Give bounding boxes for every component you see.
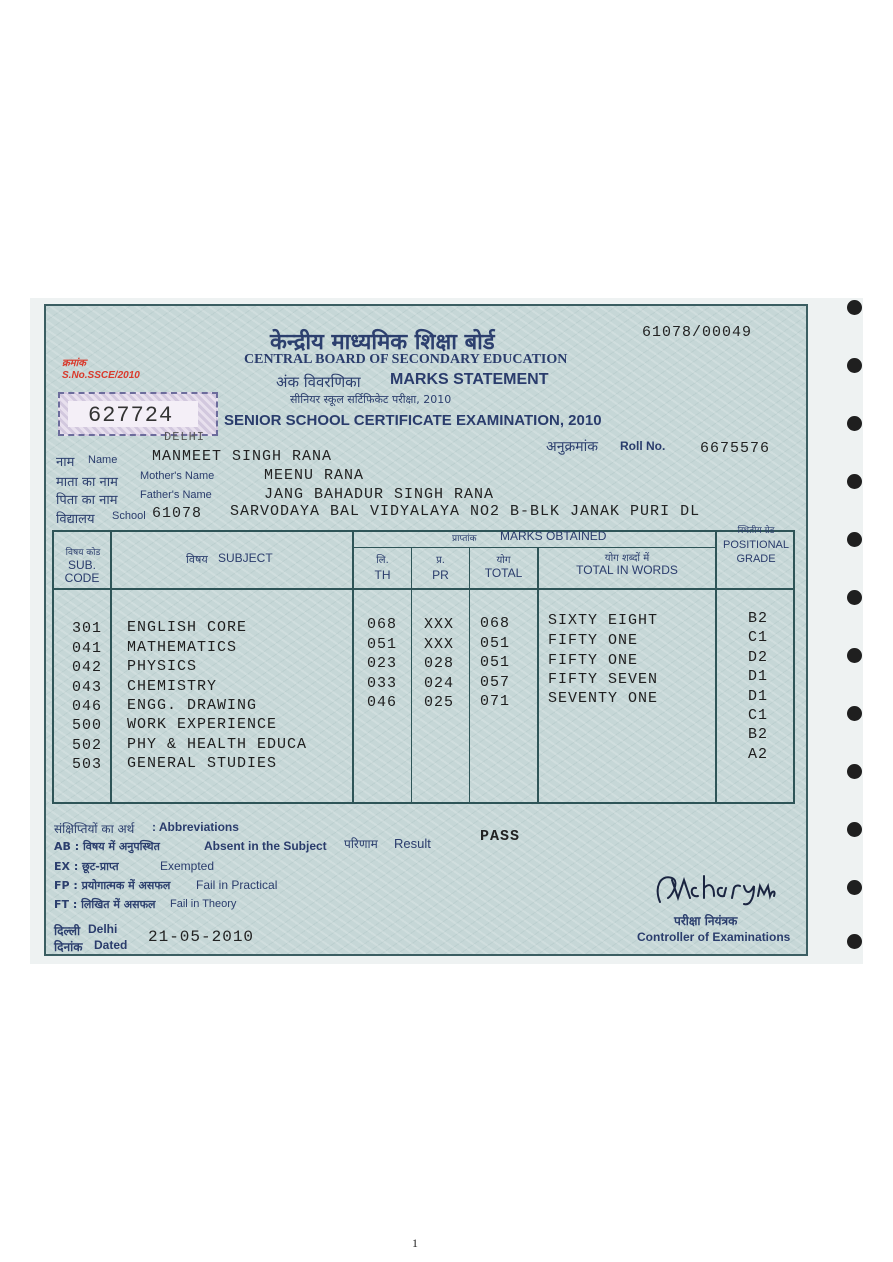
pr-header-hindi: प्र. xyxy=(436,555,445,566)
total-header: TOTAL xyxy=(484,566,523,580)
school-label-hindi: विद्यालय xyxy=(56,512,95,527)
mother-name: MEENU RANA xyxy=(264,467,365,484)
pr-header: PR xyxy=(432,568,449,582)
school-code: 61078 xyxy=(152,505,203,522)
abbr-ex: Exempted xyxy=(160,859,215,873)
code-header-2: CODE xyxy=(64,571,100,585)
words-header-hindi: योग शब्दों में xyxy=(604,553,650,564)
school-label: School xyxy=(112,510,146,522)
subject-header: SUBJECT xyxy=(218,551,273,565)
table-row xyxy=(52,688,795,715)
theory-marks: 023 xyxy=(367,655,398,672)
father-label-hindi: पिता का नाम xyxy=(56,493,118,508)
abbr-ex-hindi: EX : छूट-प्राप्त xyxy=(54,860,119,873)
positional-grade: D1 xyxy=(748,688,769,705)
subject-name: PHYSICS xyxy=(127,658,198,675)
name-label: Name xyxy=(88,454,118,466)
abbr-ft-hindi: FT : लिखित में असफल xyxy=(54,898,156,911)
table-row xyxy=(52,707,795,734)
statement-title: MARKS STATEMENT xyxy=(390,371,549,388)
exam-name-hindi: सीनियर स्कूल सर्टिफिकेट परीक्षा, 2010 xyxy=(290,393,452,406)
abbr-fp-hindi: FP : प्रयोगात्मक में असफल xyxy=(54,879,171,892)
table-row xyxy=(52,649,795,676)
total-header-hindi: योग xyxy=(496,555,511,566)
subject-code: 503 xyxy=(72,756,103,773)
grade-header-2: GRADE xyxy=(736,553,776,565)
place: Delhi xyxy=(88,922,118,936)
dated-label: Dated xyxy=(94,938,128,952)
subject-code: 041 xyxy=(72,640,103,657)
practical-marks: 025 xyxy=(424,694,455,711)
abbr-fp: Fail in Practical xyxy=(196,878,278,892)
total-in-words: FIFTY SEVEN xyxy=(548,671,659,688)
grade-header-1: POSITIONAL xyxy=(722,539,790,551)
subject-name: MATHEMATICS xyxy=(127,639,238,656)
total-marks: 068 xyxy=(480,615,511,632)
date-value: 21-05-2010 xyxy=(148,928,255,946)
positional-grade: D2 xyxy=(748,649,769,666)
school-name: SARVODAYA BAL VIDYALAYA NO2 B-BLK JANAK PURI DL xyxy=(230,503,701,520)
roll-label-hindi: अनुक्रमांक xyxy=(546,439,598,455)
total-marks: 071 xyxy=(480,693,511,710)
total-in-words: FIFTY ONE xyxy=(548,652,639,669)
stamp-number: 627724 xyxy=(88,403,174,428)
subject-name: PHY & HEALTH EDUCA xyxy=(127,736,308,753)
hole-icon xyxy=(847,532,862,547)
mother-label-hindi: माता का नाम xyxy=(56,475,118,490)
marks-divider xyxy=(354,547,716,548)
positional-grade: D1 xyxy=(748,668,769,685)
subject-code: 042 xyxy=(72,659,103,676)
page-number: 1 xyxy=(412,1236,418,1250)
subject-code: 046 xyxy=(72,698,103,715)
perforation-holes xyxy=(845,300,865,960)
subject-code: 301 xyxy=(72,620,103,637)
header-divider xyxy=(52,588,795,590)
mother-label: Mother's Name xyxy=(140,470,215,482)
hole-icon xyxy=(847,764,862,779)
abbr-title-hindi: संक्षिप्तियों का अर्थ xyxy=(54,822,135,836)
abbr-ab-hindi: AB : विषय में अनुपस्थित xyxy=(54,840,160,853)
hole-icon xyxy=(847,706,862,721)
roll-number: 6675576 xyxy=(700,440,771,457)
hole-icon xyxy=(847,934,862,949)
positional-grade: B2 xyxy=(748,726,769,743)
table-row xyxy=(52,629,795,657)
marks-header: MARKS OBTAINED xyxy=(500,529,607,543)
table-row xyxy=(52,610,795,637)
subject-name: CHEMISTRY xyxy=(127,678,218,695)
hole-icon xyxy=(847,648,862,663)
theory-marks: 033 xyxy=(367,675,398,692)
controller-signature xyxy=(650,868,780,908)
subject-name: GENERAL STUDIES xyxy=(127,755,278,772)
total-marks: 051 xyxy=(480,654,511,671)
result-value: PASS xyxy=(480,828,521,845)
subject-name: ENGG. DRAWING xyxy=(127,697,258,714)
total-in-words: FIFTY ONE xyxy=(548,632,639,649)
total-marks: 051 xyxy=(480,635,511,652)
board-name: CENTRAL BOARD OF SECONDARY EDUCATION xyxy=(244,352,568,367)
subject-name: WORK EXPERIENCE xyxy=(127,716,278,733)
abbr-ab: Absent in the Subject xyxy=(204,839,327,853)
hole-icon xyxy=(847,300,862,315)
theory-marks: 051 xyxy=(367,636,398,653)
subject-code: 043 xyxy=(72,679,103,696)
dated-label-hindi: दिनांक xyxy=(54,940,83,954)
name-label-hindi: नाम xyxy=(56,455,75,470)
roll-label: Roll No. xyxy=(620,439,666,453)
subject-code: 502 xyxy=(72,737,103,754)
stamp-serial-label: S.No.SSCE/2010 xyxy=(62,370,140,381)
board-name-hindi: केन्द्रीय माध्यमिक शिक्षा बोर्ड xyxy=(270,330,495,355)
hole-icon xyxy=(847,358,862,373)
positional-grade: C1 xyxy=(748,707,769,724)
table-row xyxy=(52,746,795,773)
theory-marks: 068 xyxy=(367,616,398,633)
subject-header-hindi: विषय xyxy=(186,553,208,566)
abbr-title: : Abbreviations xyxy=(152,820,239,834)
words-header: TOTAL IN WORDS xyxy=(576,563,678,577)
total-in-words: SEVENTY ONE xyxy=(548,690,659,707)
practical-marks: 024 xyxy=(424,675,455,692)
serial-number: 61078/00049 xyxy=(642,324,753,341)
hole-icon xyxy=(847,822,862,837)
result-label-hindi: परिणाम xyxy=(344,837,378,851)
total-in-words: SIXTY EIGHT xyxy=(548,612,659,629)
subject-code: 500 xyxy=(72,717,103,734)
hole-icon xyxy=(847,416,862,431)
subject-name: ENGLISH CORE xyxy=(127,619,248,636)
exam-name: SENIOR SCHOOL CERTIFICATE EXAMINATION, 2010 xyxy=(224,412,602,429)
table-row xyxy=(52,668,795,696)
father-label: Father's Name xyxy=(140,489,212,501)
father-name: JANG BAHADUR SINGH RANA xyxy=(264,486,495,503)
abbr-ft: Fail in Theory xyxy=(170,898,237,910)
theory-marks: 046 xyxy=(367,694,398,711)
total-marks: 057 xyxy=(480,674,511,691)
practical-marks: XXX xyxy=(424,636,455,653)
result-label: Result xyxy=(394,836,431,851)
hole-icon xyxy=(847,880,862,895)
grade-header-hindi: स्थितीय ग्रेड xyxy=(737,526,775,536)
practical-marks: XXX xyxy=(424,616,455,633)
positional-grade: A2 xyxy=(748,746,769,763)
practical-marks: 028 xyxy=(424,655,455,672)
marks-table-body xyxy=(52,612,795,772)
th-header-hindi: लि. xyxy=(376,555,389,566)
marks-header-hindi: प्राप्तांक xyxy=(452,534,477,544)
controller-hindi: परीक्षा नियंत्रक xyxy=(674,914,738,928)
th-header: TH xyxy=(374,568,391,582)
positional-grade: B2 xyxy=(748,610,769,627)
controller-title: Controller of Examinations xyxy=(637,930,791,944)
place-hindi: दिल्ली xyxy=(54,924,81,938)
positional-grade: C1 xyxy=(748,629,769,646)
stamp-label-hindi: क्रमांक xyxy=(62,358,86,369)
code-header-1: SUB. xyxy=(67,558,96,572)
code-header-hindi: विषय कोड xyxy=(65,548,101,558)
student-name: MANMEET SINGH RANA xyxy=(152,448,333,465)
hole-icon xyxy=(847,590,862,605)
hole-icon xyxy=(847,474,862,489)
stamp-city: DELHI xyxy=(164,430,206,444)
table-row xyxy=(52,726,795,754)
statement-title-hindi: अंक विवरणिका xyxy=(276,373,361,391)
